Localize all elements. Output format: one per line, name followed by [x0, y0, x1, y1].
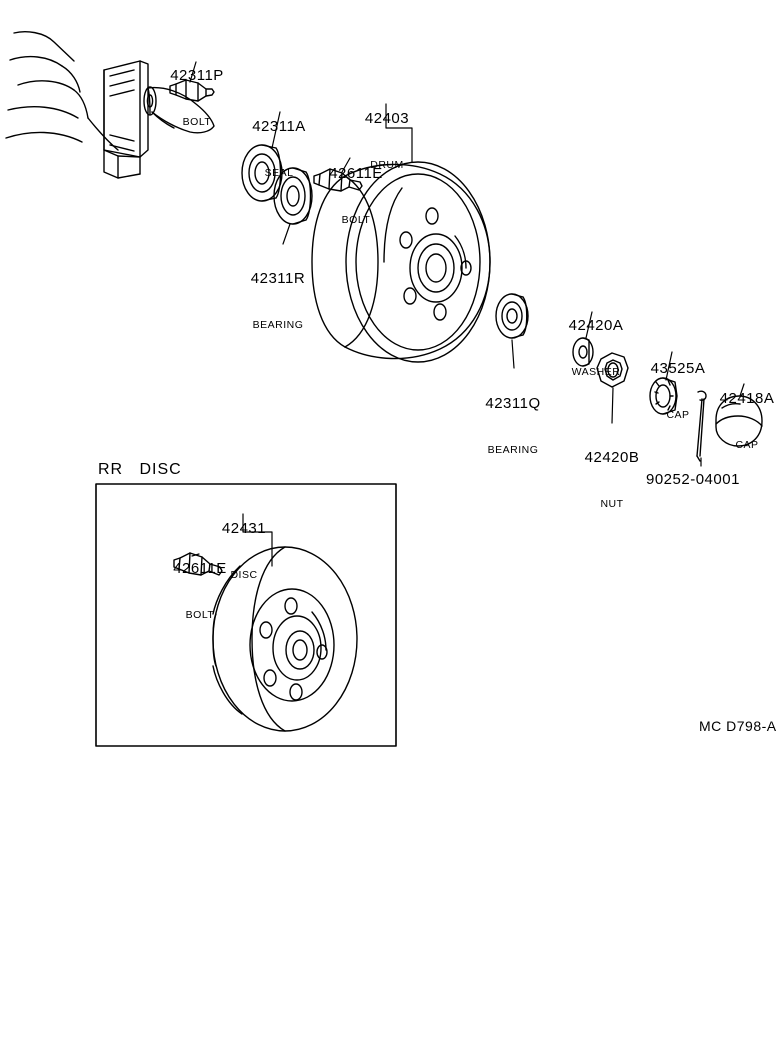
fastener-code-90252-04001: 90252-04001 — [646, 471, 740, 488]
callout-part-name: CAP — [735, 438, 759, 451]
callout-part-name: SEAL — [264, 166, 294, 179]
callout-part-number: 42418A — [719, 389, 775, 407]
callout-42611e-disc — [159, 527, 241, 655]
callout-42311p — [156, 34, 238, 162]
callout-part-number: 42420B — [584, 448, 640, 466]
callout-part-number: 42611E — [173, 559, 227, 577]
callout-42311q — [468, 362, 558, 490]
callout-part-name: WASHER — [571, 365, 621, 378]
callout-part-name: CAP — [666, 408, 690, 421]
callout-42420a — [552, 284, 640, 412]
diagram-code: MC D798-A — [699, 718, 777, 734]
callout-part-number: 42420A — [568, 316, 624, 334]
bearing-42311q-art — [496, 294, 528, 338]
callout-part-name: BOLT — [182, 115, 212, 128]
callout-part-number: 43525A — [650, 359, 706, 377]
callout-42311a — [238, 85, 320, 213]
callout-part-name: BEARING — [487, 443, 539, 456]
callout-42311r — [233, 237, 323, 365]
callout-part-name: NUT — [600, 497, 624, 510]
callout-part-name: BOLT — [185, 608, 215, 621]
callout-part-number: 42311A — [252, 117, 306, 135]
callout-part-number: 42311Q — [485, 394, 541, 412]
callout-part-name: BEARING — [252, 318, 304, 331]
callout-42418a — [706, 357, 784, 485]
callout-part-name: DISC — [230, 568, 258, 581]
callout-part-number: 42431 — [221, 519, 267, 537]
callout-42611e-drum — [315, 132, 397, 260]
callout-part-number: 42403 — [364, 109, 410, 127]
callout-part-number: 42311P — [170, 66, 224, 84]
callout-part-name: DRUM — [370, 158, 404, 171]
inset-box-label: RR DISC — [98, 461, 182, 478]
callout-part-number: 42311R — [250, 269, 306, 287]
callout-part-number: 42611E — [329, 164, 383, 182]
callout-part-name: BOLT — [341, 213, 371, 226]
